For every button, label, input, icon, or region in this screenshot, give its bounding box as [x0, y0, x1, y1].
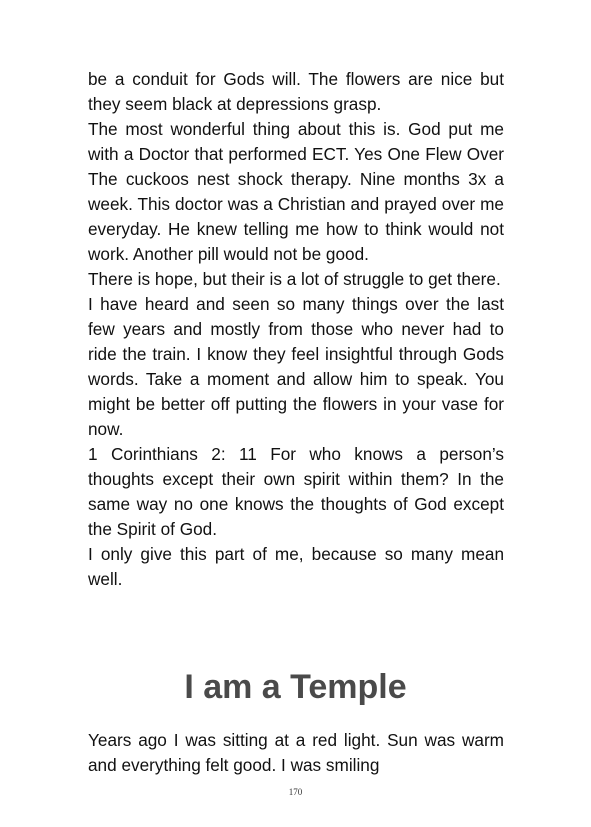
- paragraph: Years ago I was sitting at a red light. Sun was warm and everything felt good. I was smiling: [88, 730, 504, 775]
- paragraph: I only give this part of me, because so many mean well.: [88, 544, 504, 589]
- paragraph: There is hope, but their is a lot of struggle to get there.: [88, 269, 501, 289]
- body-text-top: [88, 67, 504, 592]
- page-number: 170: [288, 787, 303, 797]
- paragraph: I have heard and seen so many things over the last few years and mostly from those who never had to ride the train. I know they feel insightful through Gods words. Take a moment and allow him to speak. You might be better off putting the flowers in your vase for now.: [88, 294, 504, 439]
- paragraph: The most wonderful thing about this is. God put me with a Doctor that performed ECT. Yes One Flew Over The cuckoos nest shock therapy. Nine months 3x a week. This doctor was a Christian and prayed over me everyday. He knew telling me how to think would not work. Another pill would not be good.: [88, 119, 504, 264]
- section-heading: I am a Temple: [184, 668, 407, 706]
- paragraph: be a conduit for Gods will. The flowers are nice but they seem black at depressions grasp.: [88, 69, 504, 114]
- paragraph: 1 Corinthians 2: 11 For who knows a person’s thoughts except their own spirit within them? In the same way no one knows the thoughts of God except the Spirit of God.: [88, 444, 504, 539]
- body-text-bottom: [88, 728, 504, 778]
